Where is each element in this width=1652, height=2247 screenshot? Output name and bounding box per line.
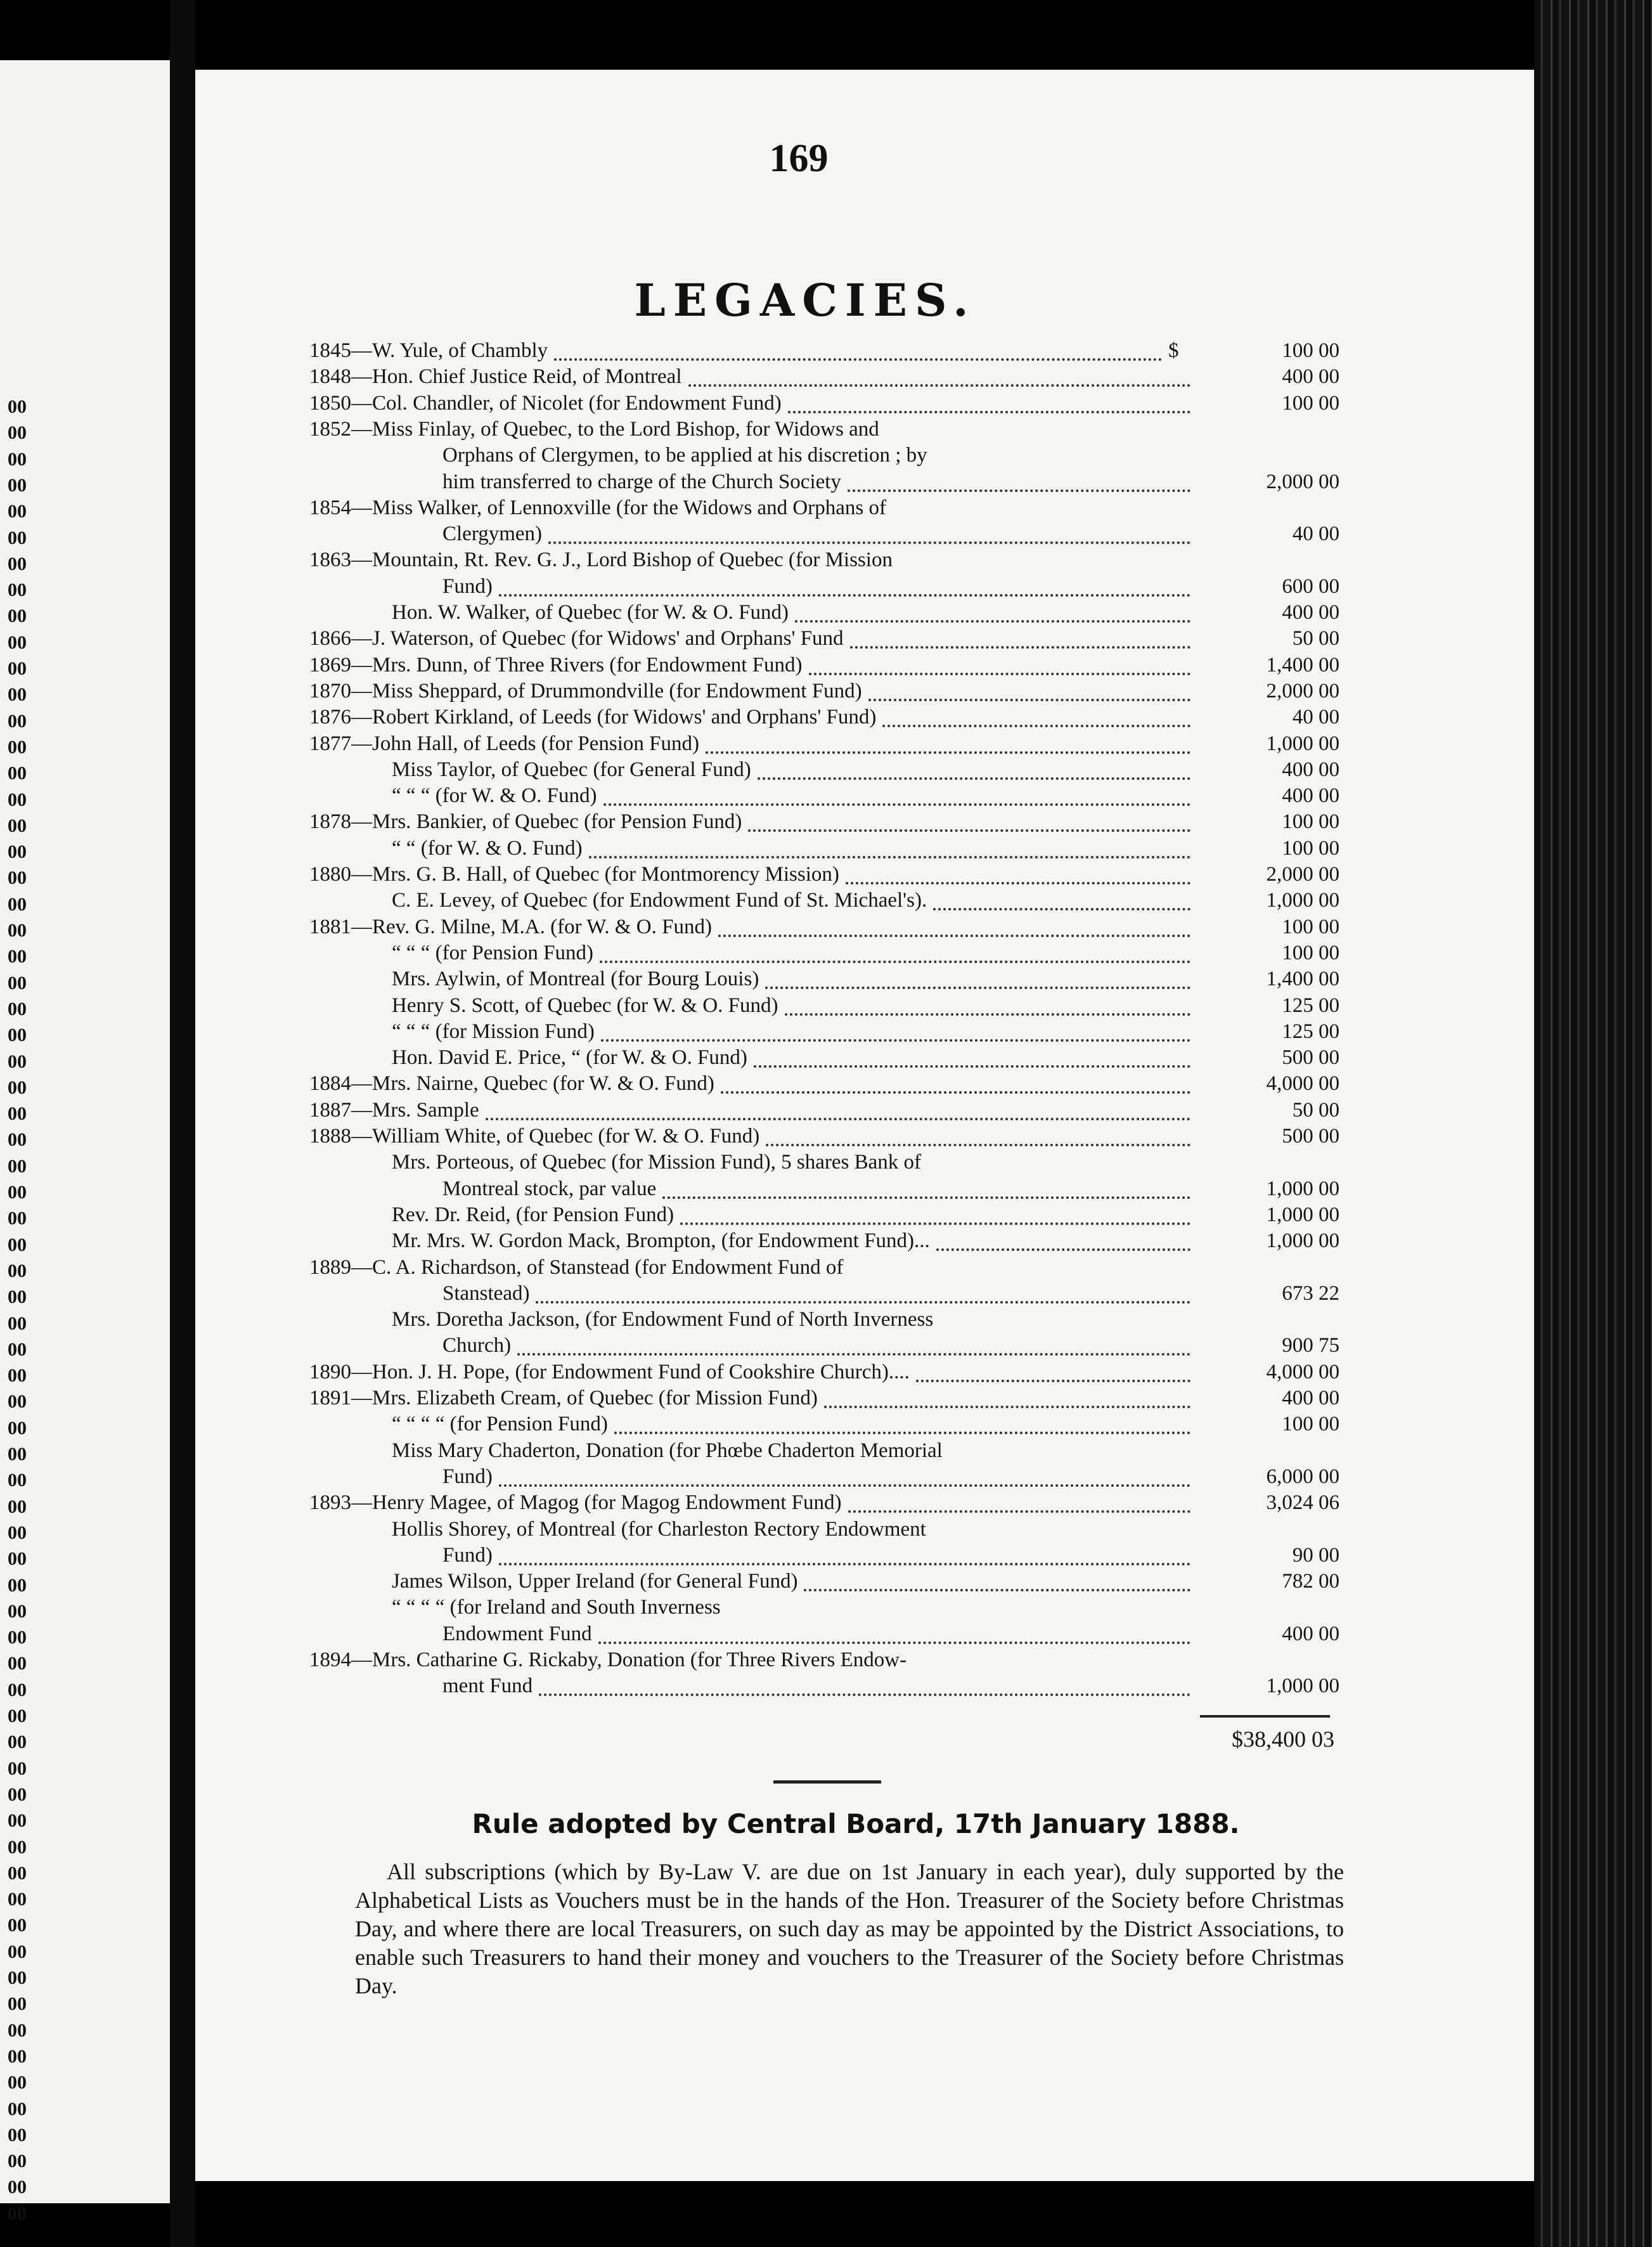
legacy-amount: 100 00	[1282, 836, 1339, 860]
legacy-amount: 1,000 00	[1266, 1203, 1339, 1226]
legacy-text: Henry S. Scott, of Quebec (for W. & O. Fund)	[392, 994, 778, 1017]
legacy-text: Hollis Shorey, of Montreal (for Charleston Rectory Endowment	[392, 1517, 926, 1541]
left-page-amount: 00	[8, 1967, 27, 1988]
dollar-sign: $	[1168, 339, 1179, 362]
left-page-amount: 00	[8, 1810, 27, 1832]
legacy-amount: 400 00	[1282, 1622, 1339, 1645]
left-page-amount: 00	[8, 1993, 27, 2015]
left-page-amount: 00	[8, 2019, 27, 2041]
legacy-amount: 1,000 00	[1266, 732, 1339, 755]
legacy-text: Montreal stock, par value	[442, 1177, 657, 1200]
legacy-text: 1880—Mrs. G. B. Hall, of Quebec (for Montmorency Mission)	[309, 863, 839, 886]
left-page-amount: 00	[8, 2177, 27, 2198]
left-page-amount: 00	[8, 2203, 27, 2224]
left-page-amount: 00	[8, 1548, 27, 1570]
legacy-amount: 2,000 00	[1266, 679, 1339, 703]
left-page-amount: 00	[8, 1653, 27, 1674]
legacy-amount: 50 00	[1292, 1098, 1339, 1122]
legacy-text: him transferred to charge of the Church Society	[442, 470, 841, 493]
left-page-amount: 00	[8, 1522, 27, 1543]
legacy-text: 1881—Rev. G. Milne, M.A. (for W. & O. Fund)	[309, 915, 712, 938]
left-page-amount: 00	[8, 1444, 27, 1465]
legacy-text: “ “ “ (for Pension Fund)	[392, 941, 594, 964]
legacy-text: “ “ “ “ (for Ireland and South Inverness	[392, 1596, 721, 1619]
left-page-amount: 00	[8, 580, 27, 601]
legacy-text: 1889—C. A. Richardson, of Stanstead (for Endowment Fund of	[309, 1255, 844, 1279]
left-page-amount: 00	[8, 1732, 27, 1753]
legacy-text: 1888—William White, of Quebec (for W. & O. Fund)	[309, 1125, 760, 1148]
legacy-text: “ “ “ (for Mission Fund)	[392, 1020, 595, 1043]
left-page-amount: 00	[8, 1155, 27, 1177]
legacy-text: 1893—Henry Magee, of Magog (for Magog Endowment Fund)	[309, 1491, 842, 1515]
legacy-text: 1887—Mrs. Sample	[309, 1098, 479, 1122]
legacy-amount: 400 00	[1282, 601, 1339, 624]
left-page-amount: 00	[8, 2098, 27, 2120]
left-page-amount: 00	[8, 2045, 27, 2067]
legacy-amount: 1,400 00	[1266, 653, 1339, 677]
left-page-amount: 00	[8, 1941, 27, 1962]
left-page-amount: 00	[8, 1365, 27, 1387]
legacy-text: Orphans of Clergymen, to be applied at his discretion ; by	[442, 444, 927, 467]
legacy-text: Fund)	[442, 574, 493, 598]
legacy-text: “ “ “ (for W. & O. Fund)	[392, 784, 597, 808]
legacy-amount: 1,000 00	[1266, 889, 1339, 912]
legacy-amount: 2,000 00	[1266, 470, 1339, 493]
left-page-amount: 00	[8, 1312, 27, 1334]
left-page-amount: 00	[8, 501, 27, 522]
left-page-amount: 00	[8, 1679, 27, 1700]
legacy-text: Mr. Mrs. W. Gordon Mack, Brompton, (for Endowment Fund)...	[392, 1229, 930, 1253]
legacy-text: 1884—Mrs. Nairne, Quebec (for W. & O. Fund)	[309, 1072, 714, 1096]
legacy-amount: 400 00	[1282, 365, 1339, 389]
left-page-amount: 00	[8, 396, 27, 417]
page-edges	[1534, 0, 1652, 2247]
left-page-amount: 00	[8, 1286, 27, 1308]
left-page-amount: 00	[8, 1417, 27, 1439]
left-page-amount: 00	[8, 1496, 27, 1517]
legacy-amount: 2,000 00	[1266, 863, 1339, 886]
legacy-text: Fund)	[442, 1465, 493, 1488]
left-page-amount: 00	[8, 474, 27, 496]
left-page-amount: 00	[8, 631, 27, 653]
left-page-amount: 00	[8, 422, 27, 444]
left-page-amount: 00	[8, 1600, 27, 1622]
legacy-text: 1890—Hon. J. H. Pope, (for Endowment Fund of Cookshire Church)....	[309, 1360, 910, 1383]
legacy-text: 1877—John Hall, of Leeds (for Pension Fund)	[309, 732, 700, 755]
legacy-text: ment Fund	[442, 1674, 533, 1698]
legacy-amount: 90 00	[1292, 1543, 1339, 1567]
left-page-amount: 00	[8, 1391, 27, 1413]
legacy-text: 1878—Mrs. Bankier, of Quebec (for Pension Fund)	[309, 810, 742, 834]
legacy-amount: 125 00	[1282, 994, 1339, 1017]
left-page-amount: 00	[8, 763, 27, 784]
legacy-amount: 100 00	[1282, 1413, 1339, 1436]
left-page-amount: 00	[8, 1706, 27, 1726]
legacy-amount: 1,000 00	[1266, 1229, 1339, 1253]
legacy-text: Endowment Fund	[442, 1622, 592, 1645]
legacy-text: Hon. W. Walker, of Quebec (for W. & O. Fund)	[392, 601, 789, 624]
legacy-amount: 100 00	[1282, 339, 1339, 362]
left-page-amount: 00	[8, 867, 27, 889]
left-page-amount: 00	[8, 527, 27, 548]
legacy-text: 1852—Miss Finlay, of Quebec, to the Lord Bishop, for Widows and	[309, 417, 879, 441]
legacy-amount: 4,000 00	[1266, 1072, 1339, 1096]
left-page-amount: 00	[8, 1836, 27, 1858]
left-page-amount: 00	[8, 1208, 27, 1229]
legacy-text: Rev. Dr. Reid, (for Pension Fund)	[392, 1203, 674, 1226]
legacy-amount: 40 00	[1292, 522, 1339, 546]
legacy-text: 1866—J. Waterson, of Quebec (for Widows' and Orphans' Fund	[309, 627, 844, 651]
left-page-amount: 00	[8, 710, 27, 732]
legacy-amount: 900 75	[1282, 1334, 1339, 1357]
left-page-amount: 00	[8, 736, 27, 758]
left-page-amount: 00	[8, 1260, 27, 1281]
section-divider	[773, 1780, 881, 1784]
legacy-text: James Wilson, Upper Ireland (for General Fund)	[392, 1570, 798, 1593]
legacy-amount: 673 22	[1282, 1281, 1339, 1305]
left-page-amount: 00	[8, 448, 27, 470]
legacy-amount: 6,000 00	[1266, 1465, 1339, 1488]
legacy-amount: 100 00	[1282, 391, 1339, 415]
left-page-amount: 00	[8, 1470, 27, 1491]
legacy-text: Miss Taylor, of Quebec (for General Fund)	[392, 758, 751, 781]
legacy-amount: 4,000 00	[1266, 1360, 1339, 1383]
left-page-fragment	[0, 60, 170, 2224]
legacy-amount: 50 00	[1292, 627, 1339, 651]
legacy-text: “ “ “ “ (for Pension Fund)	[392, 1413, 608, 1436]
left-page-amount: 00	[8, 1889, 27, 1910]
left-page-amount: 00	[8, 1077, 27, 1098]
legacy-text: 1876—Robert Kirkland, of Leeds (for Widows' and Orphans' Fund)	[309, 706, 877, 729]
legacy-text: 1863—Mountain, Rt. Rev. G. J., Lord Bishop of Quebec (for Mission	[309, 548, 893, 572]
total-rule	[1200, 1715, 1330, 1718]
legacy-amount: 100 00	[1282, 941, 1339, 964]
legacy-text: C. E. Levey, of Quebec (for Endowment Fund of St. Michael's).	[392, 889, 927, 912]
legacy-text: Church)	[442, 1334, 512, 1357]
legacy-amount: 125 00	[1282, 1020, 1339, 1043]
legacy-amount: 1,000 00	[1266, 1674, 1339, 1698]
legacy-text: 1894—Mrs. Catharine G. Rickaby, Donation (for Three Rivers Endow-	[309, 1648, 907, 1671]
legacy-text: Fund)	[442, 1543, 493, 1567]
page-title: LEGACIES.	[634, 274, 976, 327]
left-page-amount: 00	[8, 1784, 27, 1805]
left-page-amount: 00	[8, 789, 27, 810]
legacy-text: 1850—Col. Chandler, of Nicolet (for Endowment Fund)	[309, 391, 782, 415]
left-page-amount: 00	[8, 1103, 27, 1125]
legacy-text: 1869—Mrs. Dunn, of Three Rivers (for Endowment Fund)	[309, 653, 803, 677]
legacy-text: Clergymen)	[442, 522, 543, 546]
legacy-text: Miss Mary Chaderton, Donation (for Phœbe Chaderton Memorial	[392, 1439, 943, 1462]
legacy-text: 1845—W. Yule, of Chambly	[309, 339, 548, 362]
legacy-amount: 782 00	[1282, 1570, 1339, 1593]
legacy-text: Stanstead)	[442, 1281, 530, 1305]
left-page-amount: 00	[8, 2072, 27, 2094]
left-page-amount: 00	[8, 1025, 27, 1046]
legacy-text: Hon. David E. Price, “ (for W. & O. Fund)	[392, 1046, 747, 1070]
rule-heading: Rule adopted by Central Board, 17th January 1888.	[472, 1808, 1240, 1839]
legacy-text: Mrs. Doretha Jackson, (for Endowment Fund of North Inverness	[392, 1308, 934, 1331]
legacy-text: 1891—Mrs. Elizabeth Cream, of Quebec (for Mission Fund)	[309, 1387, 818, 1409]
legacy-amount: 600 00	[1282, 574, 1339, 598]
legacy-amount: 400 00	[1282, 784, 1339, 808]
legacy-amount: 1,400 00	[1266, 968, 1339, 991]
legacy-amount: 3,024 06	[1266, 1491, 1339, 1515]
left-page-amount: 00	[8, 1862, 27, 1884]
left-page-amount: 00	[8, 1051, 27, 1072]
rule-paragraph: All subscriptions (which by By-Law V. are due on 1st January in each year), duly supported by the Alphabetical Lists as Vouchers must be in the hands of the Hon. Treasurer of the Society before Christmas Day, and where there are local Treasurers, on such day as may be appointed by the District Associations, to enable such Treasurers to hand their money and vouchers to the Treasurer of the Society before Christmas Day.	[355, 1859, 1344, 1998]
rule-text	[355, 1858, 1344, 2000]
left-page-amount: 00	[8, 2124, 27, 2146]
left-page-amount: 00	[8, 972, 27, 994]
left-page-amount: 00	[8, 946, 27, 968]
left-page-amount: 00	[8, 998, 27, 1020]
legacy-text: Mrs. Porteous, of Quebec (for Mission Fund), 5 shares Bank of	[392, 1151, 921, 1174]
left-page-amount: 00	[8, 684, 27, 706]
left-page-amount: 00	[8, 1338, 27, 1360]
left-page-amount: 00	[8, 920, 27, 941]
left-page-amount: 00	[8, 1758, 27, 1779]
legacy-amount: 100 00	[1282, 810, 1339, 834]
left-page-amount: 00	[8, 815, 27, 836]
legacy-text: Mrs. Aylwin, of Montreal (for Bourg Louis)	[392, 968, 759, 991]
page-number: 169	[769, 137, 829, 180]
legacy-amount: 400 00	[1282, 1387, 1339, 1409]
legacy-amount: 400 00	[1282, 758, 1339, 781]
legacy-text: 1848—Hon. Chief Justice Reid, of Montreal	[309, 365, 682, 389]
legacy-amount: 100 00	[1282, 915, 1339, 938]
left-page-amount: 00	[8, 605, 27, 627]
left-page-amount: 00	[8, 893, 27, 915]
legacy-text: “ “ (for W. & O. Fund)	[392, 836, 583, 860]
left-page-amount: 00	[8, 1182, 27, 1203]
legacy-text: 1854—Miss Walker, of Lennoxville (for the Widows and Orphans of	[309, 496, 886, 519]
legacy-amount: 40 00	[1292, 706, 1339, 729]
left-page-amount: 00	[8, 841, 27, 863]
legacy-text: 1870—Miss Sheppard, of Drummondville (for Endowment Fund)	[309, 679, 862, 703]
left-page-amount: 00	[8, 1627, 27, 1648]
book-spine	[170, 0, 195, 2247]
left-page-amount: 00	[8, 1574, 27, 1596]
left-page-amount: 00	[8, 658, 27, 679]
left-page-amount: 00	[8, 1234, 27, 1255]
left-page-amount: 00	[8, 553, 27, 574]
total-amount: $38,400 03	[1232, 1726, 1334, 1752]
legacy-amount: 500 00	[1282, 1046, 1339, 1070]
left-page-amount: 00	[8, 1915, 27, 1936]
legacy-amount: 500 00	[1282, 1125, 1339, 1148]
left-page-amount: 00	[8, 1129, 27, 1151]
left-page-amount: 00	[8, 2151, 27, 2172]
legacy-amount: 1,000 00	[1266, 1177, 1339, 1200]
